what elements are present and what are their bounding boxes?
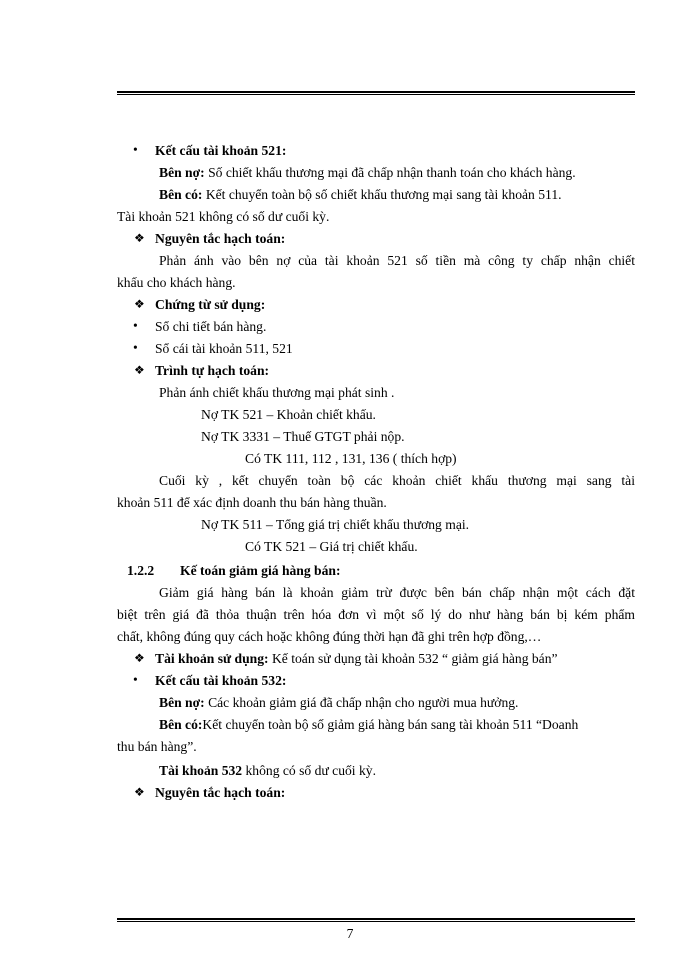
label-ben-no: Bên nợ: (159, 165, 205, 180)
paragraph-line: Phản ánh vào bên nợ của tài khoản 521 số tiền mà công ty chấp nhận chiết (159, 253, 635, 268)
list-item: Sổ cái tài khoản 511, 521 (155, 341, 293, 356)
text: Kế toán sử dụng tài khoản 532 “ giảm giá hàng bán” (268, 651, 558, 666)
text: Các khoản giảm giá đã chấp nhận cho người mua hưởng. (204, 695, 519, 710)
paragraph-line: chất, không đúng quy cách hoặc không đúng thời hạn đã ghi trên hợp đồng,… (117, 629, 542, 644)
paragraph-line: Cuối kỳ , kết chuyển toàn bộ các khoản chiết khấu thương mại sang tài (159, 473, 635, 488)
journal-entry: Nợ TK 3331 – Thuế GTGT phải nộp. (201, 429, 405, 444)
journal-entry: Nợ TK 511 – Tổng giá trị chiết khấu thương mại. (201, 517, 470, 532)
paragraph-line (159, 762, 677, 780)
paragraph-line (159, 186, 677, 204)
journal-entry: Nợ TK 521 – Khoản chiết khấu. (201, 407, 376, 422)
heading-ket-cau-532: Kết cấu tài khoản 532: (155, 673, 287, 688)
bullet-dot: • (133, 672, 138, 687)
paragraph-line: thu bán hàng”. (117, 739, 197, 754)
text: Số chiết khấu thương mại đã chấp nhận thanh toán cho khách hàng. (204, 165, 576, 180)
bullet-dot: • (133, 340, 138, 355)
label-ben-co: Bên có: (159, 717, 203, 732)
paragraph-line: khấu cho khách hàng. (117, 275, 236, 290)
text: không có số dư cuối kỳ. (242, 763, 376, 778)
bullet-diamond-icon: ❖ (134, 363, 145, 377)
journal-entry: Có TK 521 – Giá trị chiết khấu. (245, 539, 418, 554)
bullet-diamond-icon: ❖ (134, 785, 145, 799)
paragraph-line: khoản 511 để xác định doanh thu bán hàng thuần. (117, 495, 387, 510)
paragraph-line: Phản ánh chiết khấu thương mại phát sinh . (159, 385, 395, 400)
bullet-dot: • (133, 318, 138, 333)
paragraph-line: biệt trên giá đã thỏa thuận trên hóa đơn vì một số lý do như hàng bán bị kém phẩm (117, 607, 635, 622)
paragraph-line: Tài khoản 521 không có số dư cuối kỳ. (117, 209, 330, 224)
bullet-diamond-icon: ❖ (134, 297, 145, 311)
bullet-diamond-icon: ❖ (134, 651, 145, 665)
paragraph-line: Giảm giá hàng bán là khoản giảm trừ được bên bán chấp nhận một cách đặt (159, 585, 635, 600)
label-ben-no: Bên nợ: (159, 695, 205, 710)
list-item: Sổ chi tiết bán hàng. (155, 319, 267, 334)
paragraph-line (159, 164, 677, 182)
section-number: 1.2.2 (127, 563, 155, 578)
journal-entry: Có TK 111, 112 , 131, 136 ( thích hợp) (245, 451, 457, 466)
heading-nguyen-tac: Nguyên tắc hạch toán: (155, 231, 286, 246)
heading-ket-cau-521: Kết cấu tài khoản 521: (155, 143, 287, 158)
page-number: 7 (346, 926, 354, 941)
bullet-diamond-icon: ❖ (134, 231, 145, 245)
paragraph-line (159, 716, 677, 734)
footer-rule (117, 918, 635, 922)
paragraph-line (155, 650, 673, 668)
bullet-dot: • (133, 142, 138, 157)
label-tai-khoan-532: Tài khoản 532 (159, 763, 243, 778)
paragraph-line (159, 694, 677, 712)
heading-trinh-tu: Trình tự hạch toán: (155, 363, 270, 378)
label-tai-khoan-su-dung: Tài khoản sử dụng: (155, 651, 269, 666)
section-title: Kế toán giảm giá hàng bán: (180, 563, 341, 578)
text: Kết chuyển toàn bộ số giảm giá hàng bán sang tài khoản 511 “Doanh (202, 717, 579, 732)
text: Kết chuyển toàn bộ số chiết khấu thương mại sang tài khoản 511. (202, 187, 562, 202)
label-ben-co: Bên có: (159, 187, 203, 202)
heading-nguyen-tac: Nguyên tắc hạch toán: (155, 785, 286, 800)
header-rule (117, 91, 635, 95)
heading-chung-tu: Chứng từ sử dụng: (155, 297, 266, 312)
